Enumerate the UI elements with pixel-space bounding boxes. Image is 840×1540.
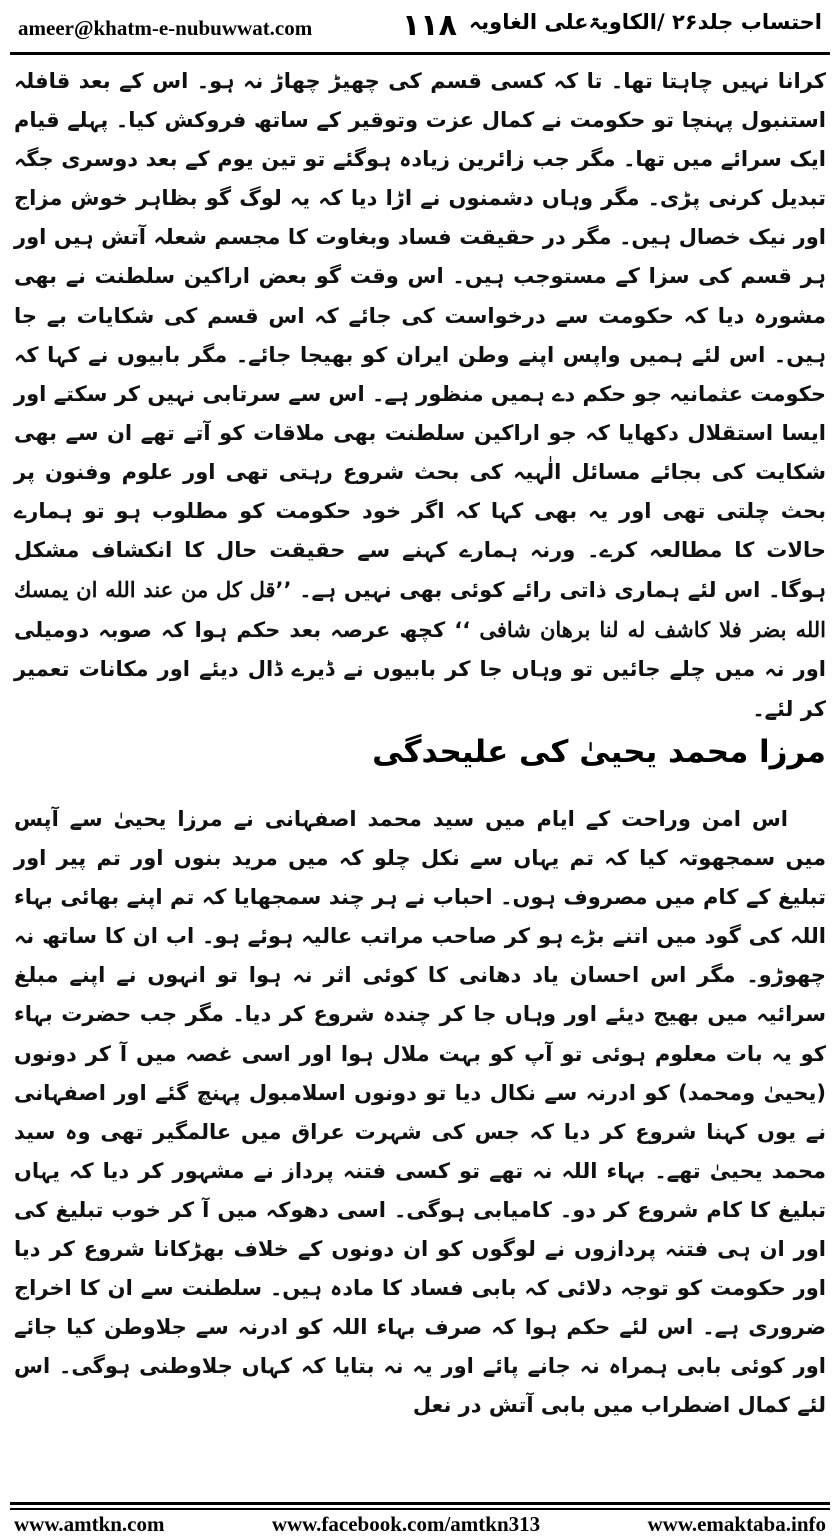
body-paragraph-1 (14, 62, 826, 727)
footer-links (14, 1512, 826, 1537)
header-divider (10, 52, 830, 55)
paragraph-1-continuation: ‘‘ کچھ عرصہ بعد حکم ہوا کہ صوبہ دومیلی اور نہ میں چلے جائیں تو وہاں جا کر بابیوں نے ڈیرے ڈال دیئے اور مکانات تعمیر کر لئے۔ (14, 618, 826, 721)
body-paragraph-2: اس امن وراحت کے ایام میں سید محمد اصفہانی نے مرزا یحییٰ سے آپس میں سمجھوتہ کیا کہ تم یہاں سے نکل چلو کہ میں مرید بنوں اور تم پیر اور تبلیغ کے کام میں مصروف ہوں۔ احباب نے ہر چند سمجھایا کہ تم اپنے بھائی بہاء اللہ کی گود میں اتنے بڑے ہو کر صاحب مراتب عالیہ ہوئے ہو۔ اب ان کا ساتھ نہ چھوڑو۔ مگر اس احسان یاد دھانی کا کوئی اثر نہ ہوا تو انہوں نے اپنے مبلغ سرائیہ میں بھیج دیئے اور وہاں جا کر چندہ شروع کر دیا۔ مگر جب حضرت بہاء کو یہ بات معلوم ہوئی تو آپ کو بہت ملال ہوا اور اسی غصہ میں آ کر دونوں (یحییٰ ومحمد) کو ادرنہ سے نکال دیا تو دونوں اسلامبول پہنچ گئے اور اصفہانی نے یوں کہنا شروع کر دیا کہ جس کی شہرت عراق میں عالمگیر تھی وہ سید محمد یحییٰ تھے۔ بہاء اللہ نہ تھے تو کسی فتنہ پرداز نے مشہور کر دیا کہ یہاں تبلیغ کا کام شروع کر دو۔ کامیابی ہوگی۔ اسی دھوکہ میں آ کر خوب تبلیغ کی اور ان ہی فتنہ پردازوں نے لوگوں کو ان دونوں کے خلاف بھڑکانا شروع کر دیا اور حکومت کو توجہ دلائی کہ بابی فساد کا مادہ ہیں۔ سلطنت سے ان کا اخراج ضروری ہے۔ اس لئے حکم ہوا کہ صرف بہاء اللہ کو ادرنہ سے جلاوطن کیا جائے اور کوئی بابی ہمراہ نہ جانے پائے اور یہ نہ بتایا کہ کہاں جلاوطنی ہوگی۔ اس لئے کمال اضطراب میں بابی آتش در نعل (14, 807, 826, 1418)
header-email: ameer@khatm-e-nubuwwat.com (18, 16, 313, 40)
footer-link-emaktaba[interactable]: www.emaktaba.info (647, 1512, 826, 1536)
footer-divider-thin (10, 1508, 830, 1510)
footer-divider (10, 1502, 830, 1505)
arabic-quote: قل كل من عند الله ان يمسك الله بضر فلا كاشف له لنا برهان شافى (14, 577, 827, 643)
book-title: احتساب جلد۲۶ /الکاویۃعلی الغاویہ (468, 10, 822, 34)
footer-link-facebook[interactable]: www.facebook.com/amtkn313 (271, 1512, 541, 1536)
section-heading: مرزا محمد یحییٰ کی علیحدگی (372, 734, 826, 770)
footer-link-amtkn[interactable]: www.amtkn.com (14, 1512, 165, 1536)
paragraph-1-text: کرانا نہیں چاہتا تھا۔ تا کہ کسی قسم کی چھیڑ چھاڑ نہ ہو۔ اس کے بعد قافلہ استنبول پہنچا تو حکومت نے کمال عزت وتوقیر کے ساتھ فروکش کیا۔ پہلے قیام ایک سرائے میں تھا۔ مگر جب زائرین زیادہ ہوگئے تو تین یوم کے بعد دوسری جگہ تبدیل کرنی پڑی۔ مگر وہاں دشمنوں نے اڑا دیا کہ یہ لوگ گو بظاہر خوش مزاج اور نیک خصال ہیں۔ مگر در حقیقت فساد وبغاوت کا مجسم شعلہ آتش ہیں اور ہر قسم کی سزا کے مستوجب ہیں۔ اس وقت گو بعض اراکین سلطنت نے بھی مشورہ دیا کہ حکومت سے درخواست کی جائے کہ اس قسم کی شکایات بے جا ہیں۔ اس لئے ہمیں واپس اپنے وطن ایران کو بھیجا جائے۔ مگر بابیوں نے کہا کہ حکومت عثمانیہ جو حکم دے ہمیں منظور ہے۔ اس سے سرتابی نہیں کر سکتے اور ایسا استقلال دکھایا کہ جو اراکین سلطنت بھی ملاقات کو آتے تھے ان سے بھی شکایت کی بجائے مسائل الٰہیہ کی بحث شروع رہتی تھی اور علوم وفنون پر بحث چلتی تھی اور یہ بھی کہا کہ اگر خود حکومت کو مطلوب ہو تو ہمارے حالات کا مطالعہ کرے۔ ورنہ ہمارے کہنے سے حقیقت حال کا انکشاف مشکل ہوگا۔ اس لئے ہماری ذاتی رائے کوئی بھی نہیں ہے۔ ’’ (14, 69, 826, 603)
page-header (10, 6, 830, 46)
page-footer (0, 1500, 840, 1540)
page-number: ۱۱۸ (402, 8, 457, 43)
